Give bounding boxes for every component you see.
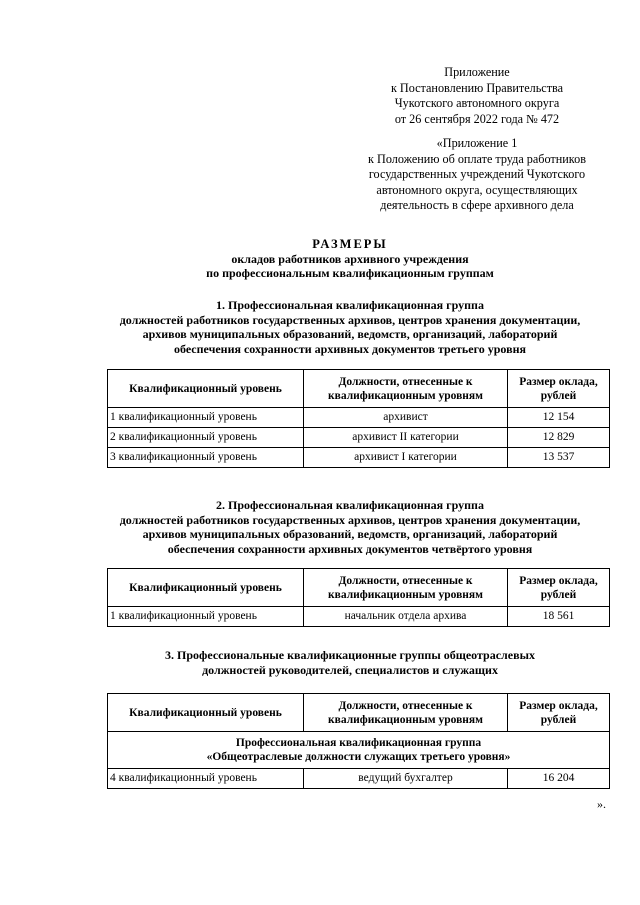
section-title-line: должностей работников государственных архивов, центров хранения документации, xyxy=(119,512,581,527)
title-main: РАЗМЕРЫ xyxy=(312,237,388,251)
cell-salary: 16 204 xyxy=(508,769,610,789)
annex-line: к Постановлению Правительства xyxy=(390,80,564,95)
cell-position: архивист II категории xyxy=(304,428,508,448)
closing-quote: ». xyxy=(597,797,606,811)
annex-inner-header xyxy=(352,136,602,214)
annex-line: Приложение xyxy=(444,65,510,79)
section-title-line: 1. Профессиональная квалификационная группа xyxy=(216,298,484,312)
cell-position: архивист I категории xyxy=(304,448,508,468)
section1-title xyxy=(60,298,640,356)
title-line: по профессиональным квалификационным группам xyxy=(206,266,494,280)
table-row xyxy=(108,607,610,627)
annex-header xyxy=(352,65,602,127)
cell-level: 4 квалификационный уровень xyxy=(108,769,304,789)
section-title-line: должностей работников государственных архивов, центров хранения документации, xyxy=(119,312,581,327)
section2-title xyxy=(60,498,640,556)
table-header-row xyxy=(108,569,610,607)
annex-line: от 26 сентября 2022 года № 472 xyxy=(394,111,560,126)
group-line: «Общеотраслевые должности служащих третьего уровня» xyxy=(206,751,511,763)
table-row xyxy=(108,428,610,448)
section2-table xyxy=(107,568,610,627)
cell-salary: 18 561 xyxy=(508,607,610,627)
section-title-line: обеспечения сохранности архивных документов четвёртого уровня xyxy=(167,541,533,556)
header-positions: Должности, отнесенные к квалификационным уровням xyxy=(304,694,508,732)
section-title-line: архивов муниципальных образований, ведомств, организаций, лабораторий xyxy=(142,327,558,341)
annex-inner-line: «Приложение 1 xyxy=(436,136,518,150)
table-header-row xyxy=(108,694,610,732)
section-title-line: архивов муниципальных образований, ведомств, организаций, лабораторий xyxy=(142,527,558,541)
table-row xyxy=(108,769,610,789)
cell-level: 2 квалификационный уровень xyxy=(108,428,304,448)
annex-line: Чукотского автономного округа xyxy=(394,96,560,111)
header-positions: Должности, отнесенные к квалификационным уровням xyxy=(304,370,508,408)
cell-level: 1 квалификационный уровень xyxy=(108,607,304,627)
annex-inner-line: автономного округа, осуществляющих xyxy=(376,182,578,197)
title-line: окладов работников архивного учреждения xyxy=(231,251,469,266)
header-salary: Размер оклада, рублей xyxy=(508,569,610,607)
section-title-line: обеспечения сохранности архивных документов третьего уровня xyxy=(173,341,527,356)
cell-level: 3 квалификационный уровень xyxy=(108,448,304,468)
group-header-cell xyxy=(108,732,610,769)
annex-inner-line: к Положению об оплате труда работников xyxy=(368,151,586,166)
cell-salary: 12 154 xyxy=(508,408,610,428)
section1-table xyxy=(107,369,610,468)
annex-inner-line: государственных учреждений Чукотского xyxy=(368,167,586,182)
header-salary: Размер оклада, рублей xyxy=(508,694,610,732)
header-salary: Размер оклада, рублей xyxy=(508,370,610,408)
cell-position: архивист xyxy=(304,408,508,428)
table-row xyxy=(108,408,610,428)
section3-title xyxy=(60,648,640,677)
header-level: Квалификационный уровень xyxy=(108,569,304,607)
header-level: Квалификационный уровень xyxy=(108,694,304,732)
header-positions: Должности, отнесенные к квалификационным уровням xyxy=(304,569,508,607)
group-line: Профессиональная квалификационная группа xyxy=(235,737,482,749)
cell-salary: 12 829 xyxy=(508,428,610,448)
table-header-row xyxy=(108,370,610,408)
cell-level: 1 квалификационный уровень xyxy=(108,408,304,428)
section-title-line: 3. Профессиональные квалификационные группы общеотраслевых xyxy=(165,648,535,662)
section-title-line: 2. Профессиональная квалификационная группа xyxy=(216,498,484,512)
cell-position: ведущий бухгалтер xyxy=(304,769,508,789)
annex-inner-line: деятельность в сфере архивного дела xyxy=(380,198,574,213)
cell-salary: 13 537 xyxy=(508,448,610,468)
group-header-row xyxy=(108,732,610,769)
section3-table xyxy=(107,693,610,789)
table-row xyxy=(108,448,610,468)
cell-position: начальник отдела архива xyxy=(304,607,508,627)
header-level: Квалификационный уровень xyxy=(108,370,304,408)
document-title xyxy=(60,237,640,281)
section-title-line: должностей руководителей, специалистов и служащих xyxy=(202,662,498,677)
